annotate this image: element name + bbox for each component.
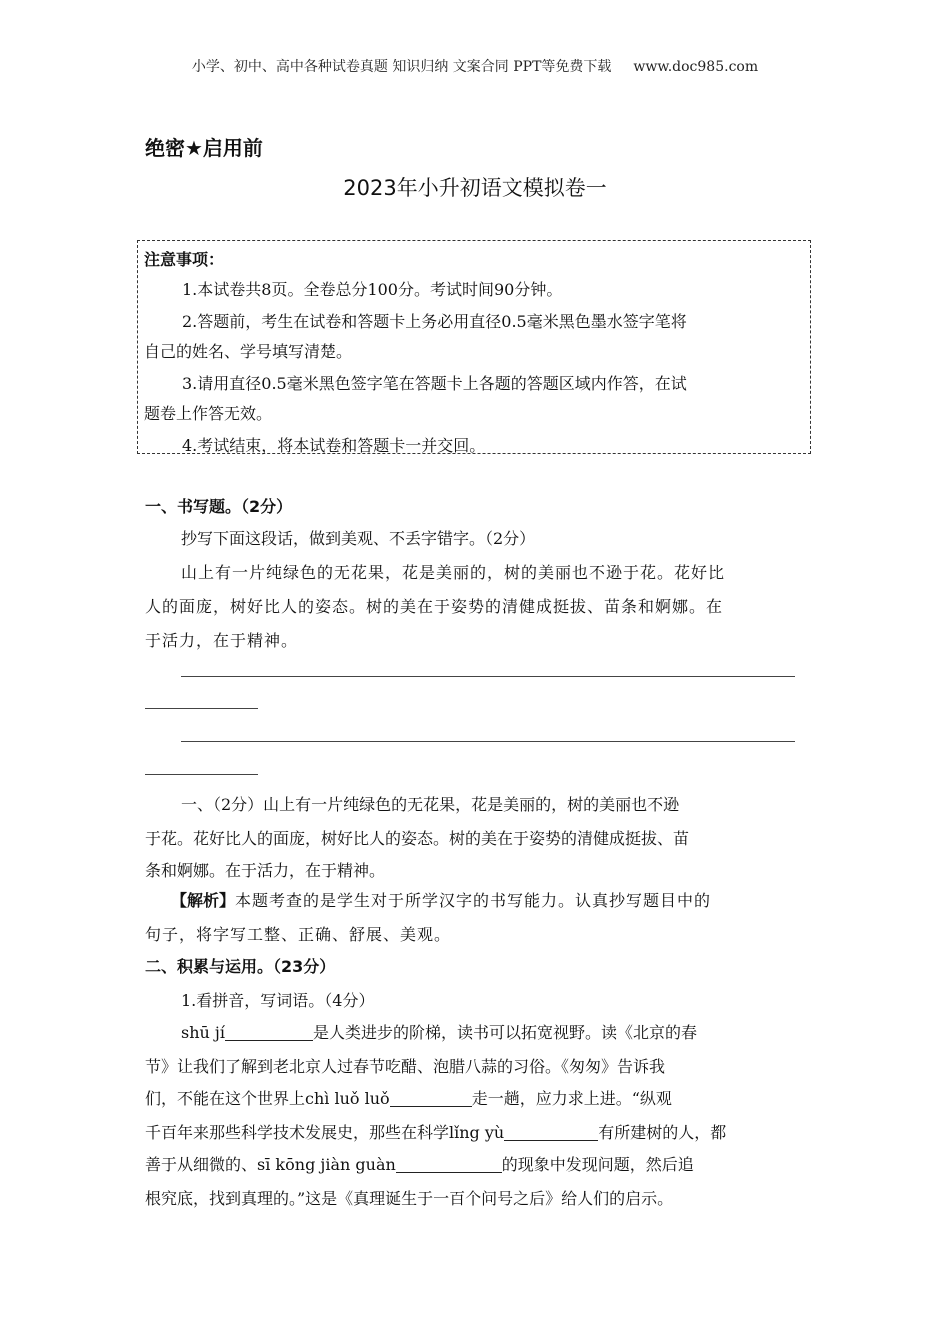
notice-line: 4.考试结束，将本试卷和答题卡一并交回。 [182, 436, 486, 455]
pinyin-1: shū jí [181, 1023, 225, 1042]
fill-text: 千百年来那些科学技术发展史，那些在科学 [145, 1123, 450, 1142]
analysis-text: 本题考查的是学生对于所学汉字的书写能力。认真抄写题目中的 [235, 891, 712, 910]
passage-line: 人的面庞，树好比人的姿态。树的美在于姿势的清健成挺拔、苗条和婀娜。在 [145, 597, 724, 616]
writing-line[interactable] [181, 676, 795, 677]
writing-line[interactable] [145, 708, 258, 709]
answer-blank[interactable] [504, 1124, 598, 1141]
pinyin-2: chì luǒ luǒ [305, 1089, 390, 1108]
fill-line: 节》让我们了解到老北京人过春节吃醋、泡腊八蒜的习俗。《匆匆》告诉我 [145, 1057, 666, 1076]
notice-line: 题卷上作答无效。 [144, 404, 273, 423]
fill-text: 是人类进步的阶梯，读书可以拓宽视野。读《北京的春 [312, 1023, 697, 1042]
fill-text: 善于从细微的、 [145, 1155, 258, 1174]
section-1-heading: 一、书写题。（2分） [145, 497, 293, 516]
writing-line[interactable] [145, 774, 258, 775]
analysis-line [171, 888, 711, 911]
fill-line [181, 1020, 697, 1043]
fill-line [145, 1086, 672, 1109]
passage-line: 于活力，在于精神。 [145, 631, 299, 650]
answer-line: 一、（2分）山上有一片纯绿色的无花果，花是美丽的，树的美丽也不逊 [181, 795, 680, 814]
notice-line: 1.本试卷共8页。全卷总分100分。考试时间90分钟。 [182, 280, 563, 299]
confidential-label: 绝密★启用前 [145, 136, 263, 160]
analysis-line: 句子，将字写工整、正确、舒展、美观。 [145, 925, 452, 944]
question-1-label: 1.看拼音，写词语。（4分） [181, 991, 375, 1010]
exam-title: 2023年小升初语文模拟卷一 [343, 176, 607, 200]
notice-heading: 注意事项： [144, 250, 225, 269]
pinyin-4: sī kōng jiàn guàn [257, 1155, 396, 1174]
section-2-heading: 二、积累与运用。（23分） [145, 957, 336, 976]
fill-line [145, 1152, 694, 1175]
answer-blank[interactable] [225, 1024, 313, 1041]
analysis-label: 【解析】 [171, 891, 236, 910]
writing-line[interactable] [181, 741, 795, 742]
section-1-instruction: 抄写下面这段话，做到美观、不丢字错字。（2分） [181, 529, 536, 548]
answer-blank[interactable] [390, 1090, 472, 1107]
fill-text: 的现象中发现问题，然后追 [501, 1155, 694, 1174]
fill-line [145, 1120, 726, 1143]
notice-box [137, 240, 811, 454]
fill-text: 们，不能在这个世界上 [145, 1089, 306, 1108]
fill-text: 走一趟，应力求上进。“纵观 [471, 1089, 672, 1108]
answer-line: 于花。花好比人的面庞，树好比人的姿态。树的美在于姿势的清健成挺拔、苗 [145, 829, 690, 848]
header-text: 小学、初中、高中各种试卷真题 知识归纳 文案合同 PPT等免费下载 [191, 59, 612, 75]
passage-line: 山上有一片纯绿色的无花果，花是美丽的，树的美丽也不逊于花。花好比 [181, 563, 726, 582]
notice-line: 自己的姓名、学号填写清楚。 [144, 342, 353, 361]
page-header [0, 56, 950, 76]
pinyin-3: lǐng yù [449, 1123, 505, 1142]
notice-line: 3.请用直径0.5毫米黑色签字笔在答题卡上各题的答题区域内作答，在试 [182, 374, 687, 393]
fill-line: 根究底，找到真理的。”这是《真理诞生于一百个问号之后》给人们的启示。 [145, 1189, 674, 1208]
fill-text: 有所建树的人，都 [598, 1123, 727, 1142]
header-url[interactable]: www.doc985.com [633, 59, 759, 75]
notice-line: 2.答题前，考生在试卷和答题卡上务必用直径0.5毫米黑色墨水签字笔将 [182, 312, 687, 331]
answer-line: 条和婀娜。在于活力，在于精神。 [145, 861, 386, 880]
answer-blank[interactable] [396, 1156, 502, 1173]
